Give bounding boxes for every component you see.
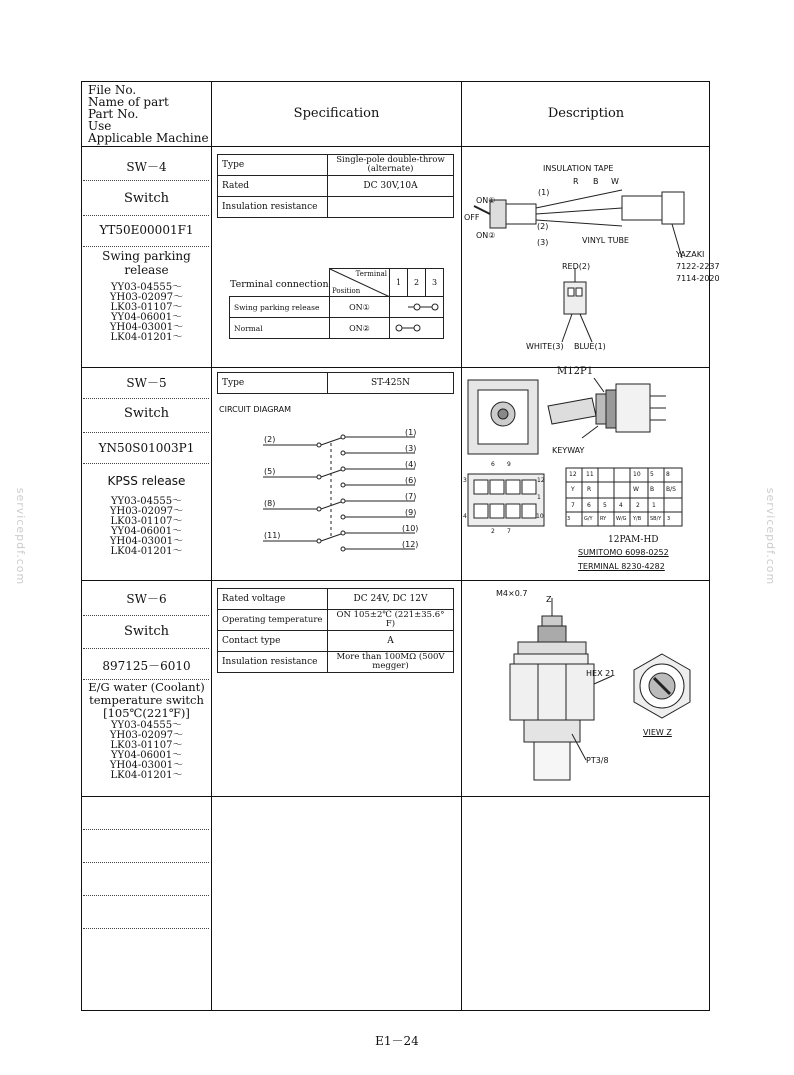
sw6-spec-table (217, 588, 454, 673)
label-n1: (1) (538, 188, 550, 197)
label-red: RED(2) (562, 262, 591, 271)
label-wire-b: B (593, 177, 599, 186)
col-3: 3 (426, 269, 444, 297)
row-divider (81, 146, 710, 147)
circuit-out-7: (7) (405, 492, 417, 501)
row-position: ON① (330, 297, 390, 318)
label-white: WHITE(3) (526, 342, 564, 351)
circuit-out-6: (6) (405, 476, 417, 485)
connection-diagram (390, 297, 444, 318)
sw6-machines: YY03-04555～ YH03-02097～ LK03-01107～ YY04-06001～ YH04-03001～ LK04-01201～ (109, 720, 184, 781)
row-divider (81, 367, 710, 368)
sw5-switch-drawing (462, 370, 710, 570)
conn-bottom-7: 7 (507, 528, 511, 535)
label-on1: ON① (476, 196, 496, 205)
header-col1: File No. Name of part Part No. Use Applicable Machine (88, 83, 209, 145)
row-divider (81, 796, 710, 797)
divider (83, 862, 209, 863)
spec-value: More than 100MΩ (500V megger) (328, 652, 454, 673)
label-insulation-tape: INSULATION TAPE (543, 164, 614, 173)
conn-side-3: 3 (463, 477, 467, 484)
label-wire-w: W (611, 177, 619, 186)
sw4-machines: YY03-04555～ YH03-02097～ LK03-01107～ YY04-06001～ YH04-03001～ LK04-01201～ (109, 282, 184, 343)
sw5-file-no: SW－5 (126, 376, 167, 390)
spec-label: Insulation resistance (218, 652, 328, 673)
header-description: Description (547, 106, 625, 121)
sw4-part-no: YT50E00001F1 (99, 223, 194, 237)
conn-side-12: 12 (537, 477, 545, 484)
circuit-out-9: (9) (405, 508, 417, 517)
header-specification: Specification (293, 106, 380, 121)
label-n2: (2) (537, 222, 549, 231)
divider (83, 215, 209, 216)
circuit-out-1: (1) (405, 428, 417, 437)
conn-side-10: 10 (536, 513, 544, 520)
conn-side-1: 1 (537, 494, 541, 501)
spec-label: Contact type (218, 631, 328, 652)
spec-value: A (328, 631, 454, 652)
col-1: 1 (390, 269, 408, 297)
label-off: OFF (464, 213, 480, 222)
spec-label: Operating temperature (218, 610, 328, 631)
circuit-out-10: (10) (402, 524, 419, 533)
spec-label: Type (218, 373, 328, 394)
connection-diagram (390, 318, 444, 339)
spec-label: Rated (218, 176, 328, 197)
conn-bottom-2: 2 (491, 528, 495, 535)
row-divider (81, 580, 710, 581)
sw5-part-no: YN50S01003P1 (98, 441, 195, 455)
circuit-diagram-title: CIRCUIT DIAGRAM (219, 405, 291, 414)
spec-label: Type (218, 155, 328, 176)
label-yazaki-p1: 7122-2237 (676, 262, 720, 271)
spec-value: DC 30V,10A (328, 176, 454, 197)
label-yazaki-p2: 7114-2020 (676, 274, 720, 283)
terminal-connection-label: Terminal connection (230, 279, 329, 290)
spec-label: Insulation resistance (218, 197, 328, 218)
divider (83, 615, 209, 616)
circuit-out-4: (4) (405, 460, 417, 469)
sw6-file-no: SW－6 (126, 592, 167, 606)
spec-value: ST-425N (328, 373, 454, 394)
circuit-out-3: (3) (405, 444, 417, 453)
label-hex: HEX 21 (586, 669, 616, 678)
conn-side-4: 4 (463, 513, 467, 520)
label-sumitomo: SUMITOMO 6098-0252 (578, 548, 669, 557)
sw5-spec-table (217, 372, 454, 394)
sw6-name: Switch (123, 624, 170, 639)
divider (83, 928, 209, 929)
label-pt: PT3/8 (586, 756, 609, 765)
sw4-file-no: SW－4 (126, 160, 167, 174)
label-m4: M4×0.7 (496, 589, 528, 598)
terminal-connection-table (229, 268, 444, 339)
col-2: 2 (408, 269, 426, 297)
circuit-in-8: (8) (264, 499, 276, 508)
circuit-in-5: (5) (264, 467, 276, 476)
spec-value: DC 24V, DC 12V (328, 589, 454, 610)
label-z: Z (546, 595, 552, 604)
label-on2: ON② (476, 231, 496, 240)
spec-value: ON 105±2℃ (221±35.6° F) (328, 610, 454, 631)
circuit-diagram (255, 425, 455, 565)
divider (83, 398, 209, 399)
conn-top-6: 6 (491, 461, 495, 468)
sw4-use: Swing parking release (102, 249, 191, 277)
circuit-out-12: (12) (402, 540, 419, 549)
terminal-position-header: Terminal Position (330, 269, 390, 297)
spec-label: Rated voltage (218, 589, 328, 610)
label-terminal: TERMINAL 8230-4282 (578, 562, 665, 571)
label-wire-r: R (573, 177, 579, 186)
label-12pam: 12PAM-HD (608, 535, 659, 545)
watermark-left: servicepdf.com (14, 487, 28, 586)
label-view-z: VIEW Z (643, 728, 672, 737)
row-label: Normal (230, 318, 330, 339)
column-divider (211, 81, 212, 1011)
label-m12p1: M12P1 (557, 366, 594, 377)
circuit-in-2: (2) (264, 435, 276, 444)
spec-value: Single-pole double-throw (alternate) (328, 155, 454, 176)
spec-value (328, 197, 454, 218)
sw4-switch-drawing (462, 150, 710, 360)
label-n3: (3) (537, 238, 549, 247)
sw6-use: E/G water (Coolant) temperature switch [105℃(221℉)] (88, 680, 205, 720)
sw4-name: Switch (123, 191, 170, 206)
watermark-right: servicepdf.com (764, 487, 778, 586)
divider (83, 180, 209, 181)
divider (83, 895, 209, 896)
label-blue: BLUE(1) (574, 342, 606, 351)
sw5-machines: YY03-04555～ YH03-02097～ LK03-01107～ YY04-06001～ YH04-03001～ LK04-01201～ (109, 496, 184, 557)
row-position: ON② (330, 318, 390, 339)
sw5-name: Switch (123, 406, 170, 421)
label-vinyl-tube: VINYL TUBE (582, 236, 629, 245)
divider (83, 246, 209, 247)
divider (83, 829, 209, 830)
row-label: Swing parking release (230, 297, 330, 318)
label-keyway: KEYWAY (552, 446, 585, 455)
sw5-use: KPSS release (107, 474, 186, 488)
divider (83, 432, 209, 433)
circuit-in-11: (11) (264, 531, 281, 540)
sw6-part-no: 897125－6010 (102, 659, 191, 673)
conn-top-9: 9 (507, 461, 511, 468)
divider (83, 463, 209, 464)
label-yazaki: YAZAKI (676, 250, 705, 259)
divider (83, 648, 209, 649)
sw4-spec-table (217, 154, 454, 218)
page-number: E1－24 (375, 1034, 419, 1048)
